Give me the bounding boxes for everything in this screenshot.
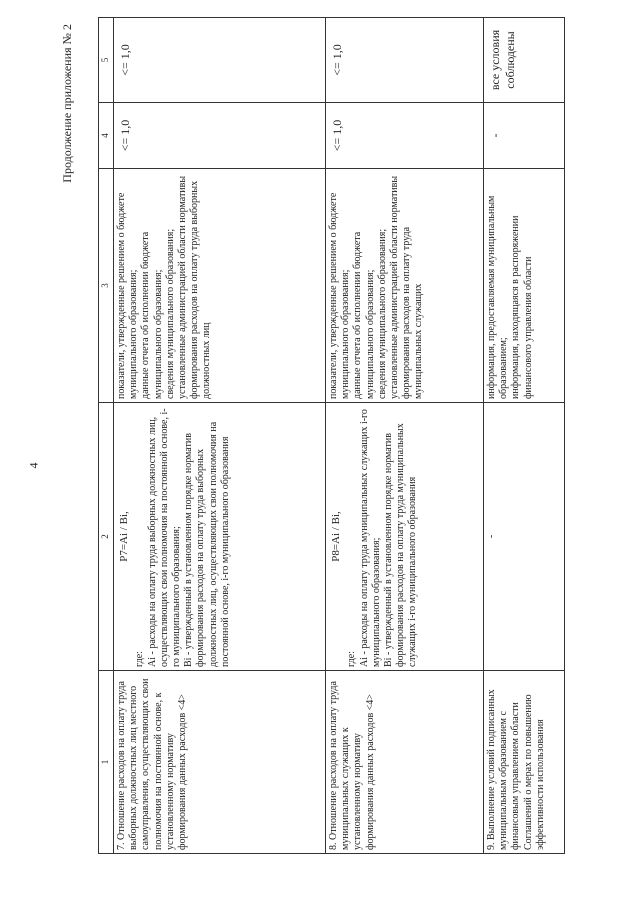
formula-cell [326, 403, 484, 671]
column-header: 3 [99, 169, 114, 403]
appendix-caption: Продолжение приложения № 2 [60, 24, 74, 183]
formula: P8=Ai / Bi, [330, 511, 342, 562]
criteria-table [98, 17, 565, 854]
source-line: сведения муниципального образования; [164, 228, 176, 399]
source-line: информация, предоставляемая муниципальным образованием; [486, 195, 510, 399]
column-header: 4 [99, 103, 114, 169]
threshold-cell: <= 1,0 [114, 103, 326, 169]
formula-cell [114, 403, 326, 671]
source-line: данные отчета об исполнении бюджета муниципального образования; [352, 231, 376, 399]
source-cell [326, 169, 484, 403]
column-header: 1 [99, 671, 114, 854]
source-line: показатели, утвержденные решением о бюджете муниципального образования; [328, 192, 352, 399]
target-cell: <= 1,0 [326, 18, 484, 103]
source-line: установленные администрацией области нормативы формирования расходов на оплату труда муниципальных служащих [388, 175, 425, 399]
table-row [484, 18, 565, 854]
table-row [326, 18, 484, 854]
legend-line: где: [346, 651, 358, 667]
indicator-cell: 8. Отношение расходов на оплату труда муниципальных служащих к установленному нормативу формирования данных расходов <4> [326, 671, 484, 854]
source-line: информация, находящаяся в распоряжении финансового управления области [510, 215, 534, 399]
legend-line: где: [134, 651, 146, 667]
target-cell: <= 1,0 [114, 18, 326, 103]
legend-line: Bi - утвержденный в установленном порядке норматив формирования расходов на оплату труда муниципальных служащих i-го муниципального образования [382, 423, 419, 667]
rotated-page [60, 18, 568, 854]
source-line: сведения муниципального образования; [376, 228, 388, 399]
formula-cell [484, 403, 565, 671]
legend-line: Bi - утвержденный в установленном порядке норматив формирования расходов на оплату труда выборных должностных лиц, осуществляющих свои полномочия на постоянной основе, i-го муниципального образования [183, 421, 231, 667]
legend-line: Ai - расходы на оплату труда муниципальных служащих i-го муниципального образования; [358, 409, 382, 667]
column-header: 2 [99, 403, 114, 671]
formula: - [486, 534, 497, 539]
source-line: установленные администрацией области нормативы формирования расходов на оплату труда выборных должностных лиц [176, 175, 213, 399]
formula: P7=Ai / Bi, [118, 511, 130, 562]
indicator-cell: 9. Выполнение условий подписанных муниципальным образованием с финансовым управлением области Соглашений о мерах по повышению эффективности использования [484, 671, 565, 854]
target-cell: все условия соблюдены [484, 18, 565, 103]
page-number: 4 [26, 462, 41, 469]
source-line: данные отчета об исполнении бюджета муниципального образования; [140, 231, 164, 399]
threshold-cell: - [484, 103, 565, 169]
source-cell [484, 169, 565, 403]
source-line: показатели, утвержденные решением о бюджете муниципального образования; [116, 192, 140, 399]
table-row [114, 18, 326, 854]
legend-line: Ai - расходы на оплату труда выборных должностных лиц, осуществляющих свои полномочия на постоянной основе, i-го муниципального образования; [146, 408, 182, 667]
column-number-row [99, 18, 114, 854]
indicator-cell: 7. Отношение расходов на оплату труда выборных должностных лиц местного самоуправления, осуществляющих свои полномочия на постоянной основе, к установленному нормативу формирования данных расходов <4> [114, 671, 326, 854]
threshold-cell: <= 1,0 [326, 103, 484, 169]
column-header: 5 [99, 18, 114, 103]
source-cell [114, 169, 326, 403]
